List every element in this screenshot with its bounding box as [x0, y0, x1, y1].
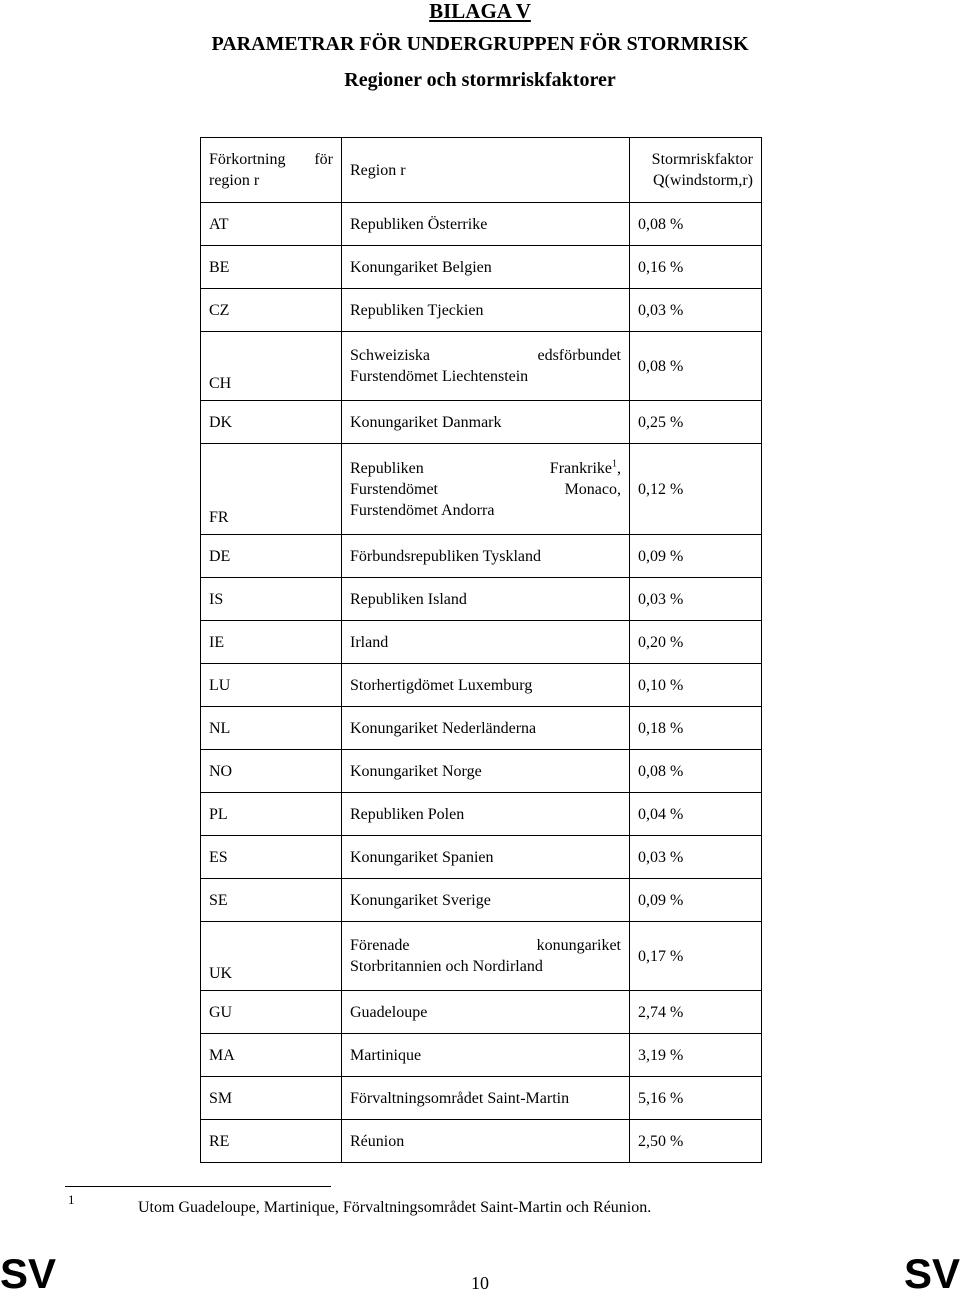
factor-cell: 0,03 %	[630, 289, 762, 332]
table-row	[201, 203, 762, 246]
table-header-row	[201, 138, 762, 203]
document-subtitle: Regioner och stormriskfaktorer	[344, 69, 616, 91]
region-cell: Republiken Island	[342, 578, 630, 621]
abbr-cell: GU	[201, 991, 342, 1034]
region-word: konungariket	[536, 937, 621, 954]
annex-heading: BILAGA V	[429, 0, 531, 23]
region-cell: Förvaltningsområdet Saint-Martin	[342, 1077, 630, 1120]
factor-cell: 0,09 %	[630, 879, 762, 922]
region-cell: Förbundsrepubliken Tyskland	[342, 535, 630, 578]
header-abbreviation	[201, 138, 342, 203]
table-row	[201, 332, 762, 401]
abbr-cell: NL	[201, 707, 342, 750]
header-factor-line-2: Q(windstorm,r)	[653, 172, 753, 189]
factor-cell: 0,12 %	[630, 444, 762, 535]
region-cell	[342, 444, 630, 535]
abbr-cell: ES	[201, 836, 342, 879]
table-row	[201, 707, 762, 750]
region-cell: Konungariket Norge	[342, 750, 630, 793]
region-word: edsförbundet	[537, 347, 621, 364]
factor-cell: 0,10 %	[630, 664, 762, 707]
abbr-cell: MA	[201, 1034, 342, 1077]
abbr-cell: DK	[201, 401, 342, 444]
factor-cell: 0,16 %	[630, 246, 762, 289]
factor-cell: 0,08 %	[630, 203, 762, 246]
factor-cell: 0,08 %	[630, 750, 762, 793]
abbr-cell: FR	[201, 444, 342, 535]
abbr-cell: IS	[201, 578, 342, 621]
factor-cell: 0,08 %	[630, 332, 762, 401]
region-cell	[342, 922, 630, 991]
table-row	[201, 793, 762, 836]
abbr-cell: CZ	[201, 289, 342, 332]
table-row	[201, 836, 762, 879]
table-row	[201, 879, 762, 922]
abbr-cell: DE	[201, 535, 342, 578]
table-row	[201, 621, 762, 664]
abbr-cell: BE	[201, 246, 342, 289]
abbr-cell: SE	[201, 879, 342, 922]
region-cell: Konungariket Spanien	[342, 836, 630, 879]
region-cell: Irland	[342, 621, 630, 664]
factor-cell: 0,03 %	[630, 836, 762, 879]
table-row	[201, 578, 762, 621]
table-row	[201, 1034, 762, 1077]
header-abbr-line-2: region r	[209, 172, 260, 189]
region-line: Furstendömet Liechtenstein	[350, 368, 529, 385]
region-line: Storbritannien och Nordirland	[350, 958, 543, 975]
region-cell: Konungariket Sverige	[342, 879, 630, 922]
table-row	[201, 246, 762, 289]
abbr-cell: UK	[201, 922, 342, 991]
region-cell: Republiken Tjeckien	[342, 289, 630, 332]
region-word: Republiken	[350, 459, 424, 477]
region-cell: Storhertigdömet Luxemburg	[342, 664, 630, 707]
factor-cell: 0,04 %	[630, 793, 762, 836]
footnote-mark: 1	[68, 1192, 75, 1207]
document-title: PARAMETRAR FÖR UNDERGRUPPEN FÖR STORMRISK	[211, 33, 749, 55]
factor-cell: 0,09 %	[630, 535, 762, 578]
region-word: Monaco,	[564, 480, 621, 498]
header-abbr-word-1: Förkortning	[209, 151, 286, 168]
abbr-cell: NO	[201, 750, 342, 793]
table-row	[201, 401, 762, 444]
abbr-cell: LU	[201, 664, 342, 707]
region-cell: Konungariket Belgien	[342, 246, 630, 289]
region-word-with-footnote	[550, 458, 621, 479]
region-cell	[342, 332, 630, 401]
factor-cell: 0,03 %	[630, 578, 762, 621]
region-cell: Konungariket Danmark	[342, 401, 630, 444]
page-number: 10	[471, 1273, 489, 1293]
factor-cell: 2,74 %	[630, 991, 762, 1034]
region-word: Furstendömet	[350, 480, 438, 498]
abbr-cell: RE	[201, 1120, 342, 1163]
footnote-reference: 1	[612, 458, 617, 470]
region-word: Frankrike	[549, 459, 612, 477]
region-cell: Réunion	[342, 1120, 630, 1163]
factor-cell: 0,17 %	[630, 922, 762, 991]
abbr-cell: IE	[201, 621, 342, 664]
factor-cell: 3,19 %	[630, 1034, 762, 1077]
region-line: Furstendömet Andorra	[350, 501, 495, 519]
table-row	[201, 1120, 762, 1163]
abbr-cell: PL	[201, 793, 342, 836]
region-word: Förenade	[350, 937, 410, 954]
factor-cell: 5,16 %	[630, 1077, 762, 1120]
table-row	[201, 535, 762, 578]
table-row	[201, 991, 762, 1034]
region-cell: Republiken Polen	[342, 793, 630, 836]
header-factor-line-1: Stormriskfaktor	[651, 151, 753, 168]
table-row	[201, 922, 762, 991]
language-code-right: SV	[903, 1250, 960, 1297]
region-word: Schweiziska	[350, 347, 430, 364]
abbr-cell: AT	[201, 203, 342, 246]
table-row	[201, 444, 762, 535]
header-factor	[630, 138, 762, 203]
abbr-cell: SM	[201, 1077, 342, 1120]
footnote-separator	[65, 1186, 331, 1187]
language-code-left: SV	[0, 1250, 57, 1297]
header-region: Region r	[342, 138, 630, 203]
table-row	[201, 750, 762, 793]
region-cell: Konungariket Nederländerna	[342, 707, 630, 750]
table-row	[201, 1077, 762, 1120]
table-row	[201, 664, 762, 707]
table-row	[201, 289, 762, 332]
factor-cell: 0,20 %	[630, 621, 762, 664]
header-abbr-word-2: för	[314, 151, 333, 168]
region-punctuation: ,	[617, 459, 621, 477]
factor-cell: 0,18 %	[630, 707, 762, 750]
footnote-text: Utom Guadeloupe, Martinique, Förvaltningsområdet Saint-Martin och Réunion.	[138, 1199, 652, 1216]
region-cell: Republiken Österrike	[342, 203, 630, 246]
factor-cell: 2,50 %	[630, 1120, 762, 1163]
factor-cell: 0,25 %	[630, 401, 762, 444]
region-cell: Guadeloupe	[342, 991, 630, 1034]
abbr-cell: CH	[201, 332, 342, 401]
region-cell: Martinique	[342, 1034, 630, 1077]
storm-risk-table	[200, 137, 762, 1163]
